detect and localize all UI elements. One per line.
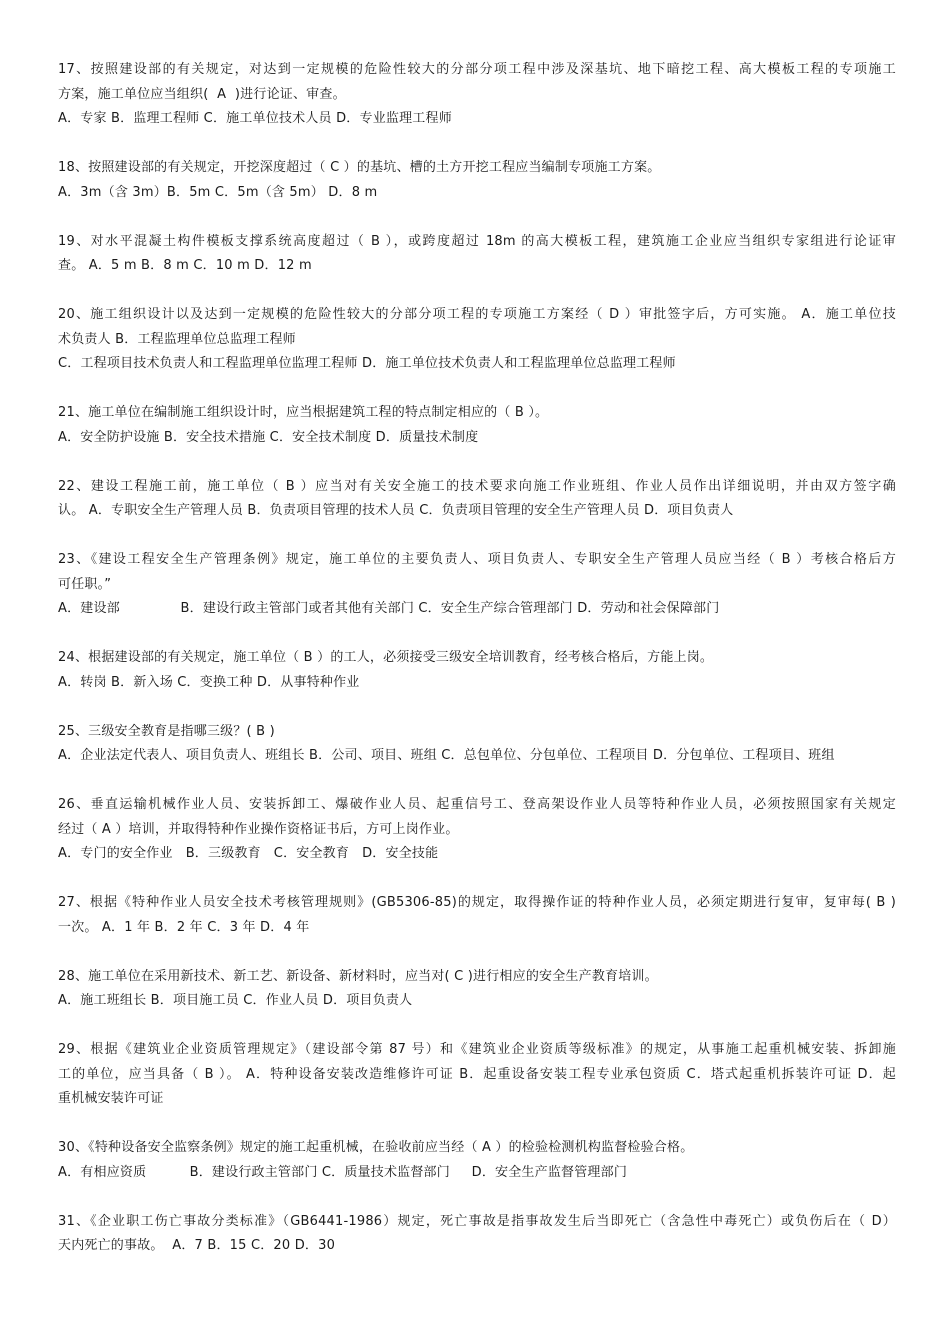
question-29 (58, 1038, 896, 1112)
question-text: 18、按照建设部的有关规定，开挖深度超过（ C ）的基坑、槽的土方开挖工程应当编制专项施工方案。 (58, 160, 661, 175)
question-text: 经过（ A ）培训，并取得特种作业操作资格证书后，方可上岗作业。 (58, 821, 459, 837)
answer-options: A．3m（含 3m）B．5m C．5m（含 5m） D．8 m (58, 184, 378, 200)
answer-options: A．转岗 B．新入场 C．变换工种 D．从事特种作业 (58, 674, 360, 690)
question-18 (58, 156, 896, 205)
question-23 (58, 548, 896, 622)
question-text: 30、《特种设备安全监察条例》规定的施工起重机械，在验收前应当经（ A ）的检验检测机构监督检验合格。 (58, 1140, 694, 1155)
answer-options: 一次。 A．1 年 B．2 年 C．3 年 D．4 年 (58, 919, 310, 935)
answer-options: A．安全防护设施 B．安全技术措施 C．安全技术制度 D．质量技术制度 (58, 429, 479, 445)
answer-options: A．有相应资质 B．建设行政主管部门 C．质量技术监督部门 D．安全生产监督管理部门 (58, 1164, 628, 1180)
answer-options: A．建设部 B．建设行政主管部门或者其他有关部门 C．安全生产综合管理部门 D．劳动和社会保障部门 (58, 601, 720, 616)
question-text: 21、施工单位在编制施工组织设计时，应当根据建筑工程的特点制定相应的（ B ）。 (58, 405, 549, 420)
answer-options: 术负责人 B．工程监理单位总监理工程师 (58, 331, 296, 347)
answer-options: A．企业法定代表人、项目负责人、班组长 B．公司、项目、班组 C．总包单位、分包单位、工程项目 D．分包单位、工程项目、班组 (58, 748, 835, 763)
question-text: 方案，施工单位应当组织( A )进行论证、审查。 (58, 86, 346, 102)
question-21 (58, 401, 896, 450)
question-19 (58, 230, 896, 279)
question-text: 19、对水平混凝土构件模板支撑系统高度超过（ B ），或跨度超过 18m 的高大模板工程，建筑施工企业应当组织专家组进行论证审 (58, 233, 896, 249)
question-22 (58, 475, 896, 524)
question-text: 26、垂直运输机械作业人员、安装拆卸工、爆破作业人员、起重信号工、登高架设作业人员等特种作业人员，必须按照国家有关规定 (58, 797, 896, 812)
question-text: 31、《企业职工伤亡事故分类标准》（GB6441-1986）规定，死亡事故是指事故发生后当即死亡（含急性中毒死亡）或负伤后在（ D） (58, 1213, 896, 1229)
document-page (58, 58, 896, 1283)
question-text: 27、根据《特种作业人员安全技术考核管理规则》(GB5306-85)的规定，取得操作证的特种作业人员，必须定期进行复审，复审每( B ) (58, 895, 896, 910)
question-17 (58, 58, 896, 132)
answer-options: A．专家 B．监理工程师 C．施工单位技术人员 D．专业监理工程师 (58, 111, 452, 126)
question-text: 29、根据《建筑业企业资质管理规定》（建设部令第 87 号）和《建筑业企业资质等级标准》的规定，从事施工起重机械安装、拆卸施 (58, 1042, 896, 1057)
answer-options: 查。 A．5 m B．8 m C．10 m D．12 m (58, 258, 312, 273)
question-text: 20、施工组织设计以及达到一定规模的危险性较大的分部分项工程的专项施工方案经（ D ）审批签字后，方可实施。 A．施工单位技 (58, 307, 896, 322)
question-31 (58, 1210, 896, 1259)
answer-options: A．施工班组长 B．项目施工员 C．作业人员 D．项目负责人 (58, 993, 413, 1008)
answer-options: A．专门的安全作业 B．三级教育 C．安全教育 D．安全技能 (58, 846, 439, 861)
question-20 (58, 303, 896, 377)
question-text: 23、《建设工程安全生产管理条例》规定，施工单位的主要负责人、项目负责人、专职安全生产管理人员应当经（ B ）考核合格后方 (58, 552, 896, 567)
answer-options: C．工程项目技术负责人和工程监理单位监理工程师 D．施工单位技术负责人和工程监理单位总监理工程师 (58, 356, 676, 371)
question-28 (58, 965, 896, 1014)
question-text: 22、建设工程施工前，施工单位（ B ）应当对有关安全施工的技术要求向施工作业班组、作业人员作出详细说明，并由双方签字确 (58, 478, 896, 494)
answer-options: 工的单位，应当具备（ B ）。 A．特种设备安装改造维修许可证 B．起重设备安装工程专业承包资质 C．塔式起重机拆装许可证 D．起 (58, 1066, 896, 1082)
answer-options: 天内死亡的事故。 A．7 B．15 C．20 D．30 (58, 1238, 336, 1253)
question-25 (58, 720, 896, 769)
question-text: 24、根据建设部的有关规定，施工单位（ B ）的工人，必须接受三级安全培训教育，经考核合格后，方能上岗。 (58, 650, 714, 665)
question-30 (58, 1136, 896, 1185)
question-text: 28、施工单位在采用新技术、新工艺、新设备、新材料时，应当对( C )进行相应的安全生产教育培训。 (58, 968, 658, 984)
question-24 (58, 646, 896, 695)
question-27 (58, 891, 896, 940)
answer-options: 认。 A．专职安全生产管理人员 B．负责项目管理的技术人员 C．负责项目管理的安全生产管理人员 D．项目负责人 (58, 503, 734, 518)
question-26 (58, 793, 896, 867)
question-text: 可任职。” (58, 576, 112, 592)
question-text: 17、按照建设部的有关规定，对达到一定规模的危险性较大的分部分项工程中涉及深基坑、地下暗挖工程、高大模板工程的专项施工 (58, 62, 896, 77)
answer-options: 重机械安装许可证 (58, 1091, 164, 1106)
question-text: 25、三级安全教育是指哪三级？( B ) (58, 723, 275, 739)
